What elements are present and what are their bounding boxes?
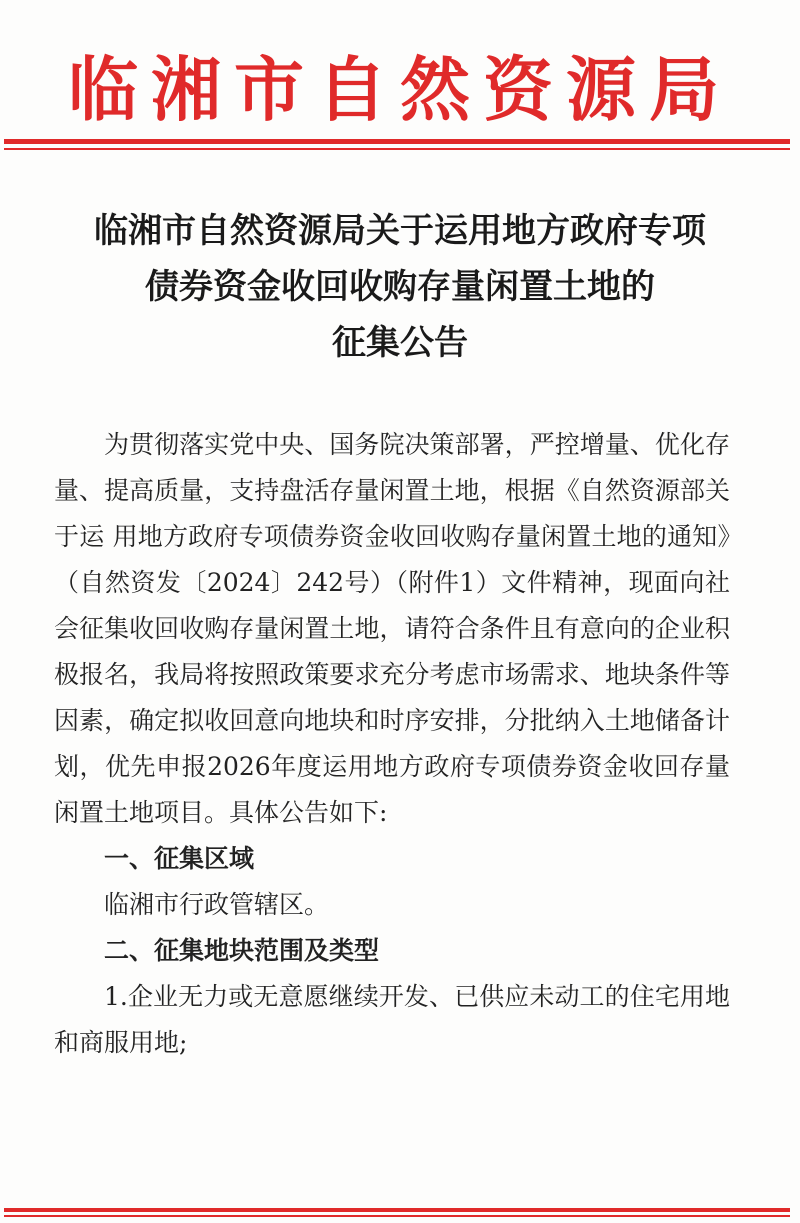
letterhead-red-rule-thin <box>4 148 790 150</box>
section-2-heading: 二、征集地块范围及类型 <box>104 936 380 965</box>
document-body <box>54 422 730 1066</box>
title-line-1: 临湘市自然资源局关于运用地方政府专项 <box>94 211 706 251</box>
section-2-item-1: 1.企业无力或无意愿继续开发、已供应未动工的住宅用地和商服用地; <box>54 982 730 1057</box>
section-1-text: 临湘市行政管辖区。 <box>104 890 330 919</box>
letterhead-red-rule-thick <box>4 139 790 144</box>
section-1-heading: 一、征集区域 <box>104 844 255 873</box>
document-title <box>30 203 770 371</box>
footer-red-rule-thin <box>4 1215 790 1217</box>
letterhead-org-name: 临湘市自然资源局 <box>68 48 732 131</box>
intro-paragraph: 为贯彻落实党中央、国务院决策部署，严控增量、优化存量、提高质量，支持盘活存量闲置土地，根据《自然资源部关于运 用地方政府专项债券资金收回收购存量闲置土地的通知》（自然资发〔2024〕242号）（附件1）文件精神，现面向社会征集收回收购存量闲置土地，请符合条件且有意向的企业积极报名，我局将按照政策要求充分考虑市场需求、地块条件等因素，确定拟收回意向地块和时序安排，分批纳入土地储备计划，优先申报2026年度运用地方政府专项债券资金收回存量闲置土地项目。具体公告如下: <box>54 430 730 827</box>
title-line-3: 征集公告 <box>332 323 468 363</box>
title-line-2: 债券资金收回收购存量闲置土地的 <box>145 267 655 307</box>
footer-red-rule-thick <box>4 1208 790 1212</box>
